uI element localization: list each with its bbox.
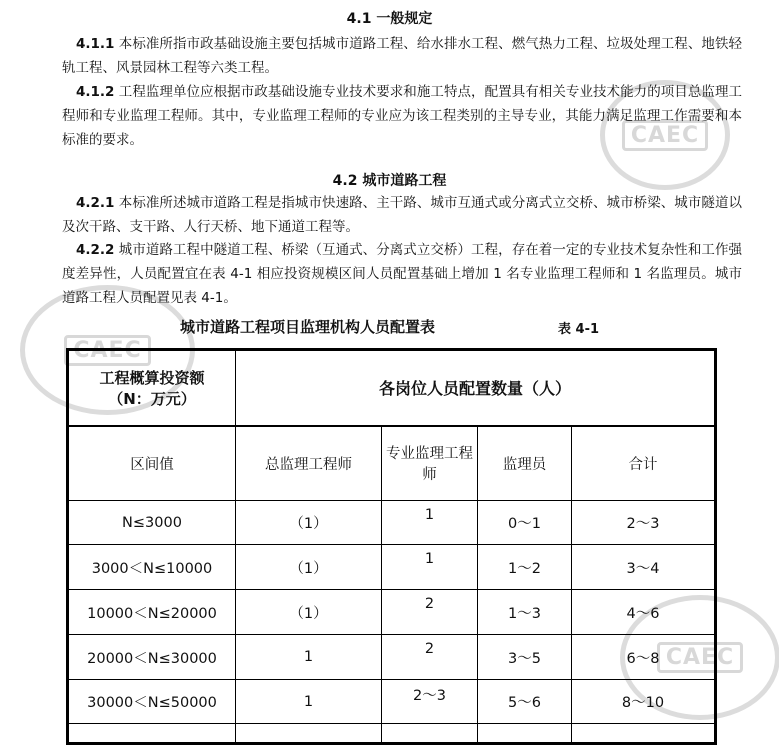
table-cell: 1 (236, 680, 382, 724)
caec-watermark: CAEC (600, 80, 730, 190)
table-cell: 2～3 (572, 501, 716, 545)
paragraph: 4.1.1 本标准所指市政基础设施主要包括城市道路工程、给水排水工程、燃气热力工程、垃圾处理工程、地铁轻轨工程、风景园林工程等六类工程。 (62, 36, 742, 76)
table-cell: （1） (236, 545, 382, 590)
table-row (68, 501, 716, 545)
table-row (68, 545, 716, 590)
table-title: 城市道路工程项目监理机构人员配置表 (180, 318, 436, 336)
table-cell: 6～8 (572, 635, 716, 680)
column-header: 总监理工程师 (236, 426, 382, 501)
table-number: 表 4-1 (558, 322, 600, 337)
caec-watermark: CAEC (20, 285, 195, 415)
table-cell (572, 724, 716, 744)
table-row (68, 590, 716, 635)
table-header-row (68, 350, 716, 426)
table-cell: 0～1 (478, 501, 572, 545)
table-cell: 3～5 (478, 635, 572, 680)
table-cell: 30000＜N≤50000 (68, 680, 236, 724)
table-cell: 2 (382, 590, 478, 635)
table-cell: 3～4 (572, 545, 716, 590)
table-row (68, 635, 716, 680)
table-cell: （1） (236, 590, 382, 635)
table-cell: N≤3000 (68, 501, 236, 545)
table-cell (236, 724, 382, 744)
header-staff-count: 各岗位人员配置数量（人） (236, 350, 716, 426)
table-row-partial (68, 724, 716, 744)
column-header: 合计 (572, 426, 716, 501)
column-header: 专业监理工程师 (382, 426, 478, 501)
table-cell (68, 724, 236, 744)
section-heading: 4.1 一般规定 (346, 11, 433, 27)
table-row (68, 680, 716, 724)
table-cell: 1 (382, 545, 478, 590)
table-cell: 2 (382, 635, 478, 680)
table-cell: 10000＜N≤20000 (68, 590, 236, 635)
table-cell: 8～10 (572, 680, 716, 724)
header-investment: 工程概算投资额 （N：万元） (68, 350, 236, 426)
paragraph: 4.2.1 本标准所述城市道路工程是指城市快速路、主干路、城市互通式或分离式立交桥、城市桥梁、城市隧道以及次干路、支干路、人行天桥、地下通道工程等。 (62, 195, 742, 235)
column-header: 监理员 (478, 426, 572, 501)
table-cell: （1） (236, 501, 382, 545)
table-cell: 1 (382, 501, 478, 545)
table-cell: 3000＜N≤10000 (68, 545, 236, 590)
table-cell: 4～6 (572, 590, 716, 635)
paragraph: 4.1.2 工程监理单位应根据市政基础设施专业技术要求和施工特点，配置具有相关专业技术能力的项目总监理工程师和专业监理工程师。其中，专业监理工程师的专业应为该工程类别的主导专业，其能力满足监理工作需要和本标准的要求。 (62, 84, 742, 148)
table-cell (382, 724, 478, 744)
caec-watermark: CAEC (620, 595, 779, 720)
table-cell: 1～2 (478, 545, 572, 590)
table-cell: 20000＜N≤30000 (68, 635, 236, 680)
table-cell: 1～3 (478, 590, 572, 635)
paragraph: 4.2.2 城市道路工程中隧道工程、桥梁（互通式、分离式立交桥）工程，存在着一定的专业技术复杂性和工作强度差异性，人员配置宜在表 4-1 相应投资规模区间人员配置基础上增加 1 名专业监理工程师和 1 名监理员。城市道路工程人员配置见表 4-1。 (62, 242, 742, 306)
table-cell (478, 724, 572, 744)
table-column-row (68, 426, 716, 501)
column-header: 区间值 (68, 426, 236, 501)
table-cell: 1 (236, 635, 382, 680)
table-cell: 2～3 (382, 680, 478, 724)
staffing-table (66, 348, 717, 745)
section-heading: 4.2 城市道路工程 (332, 173, 447, 189)
table-cell: 5～6 (478, 680, 572, 724)
